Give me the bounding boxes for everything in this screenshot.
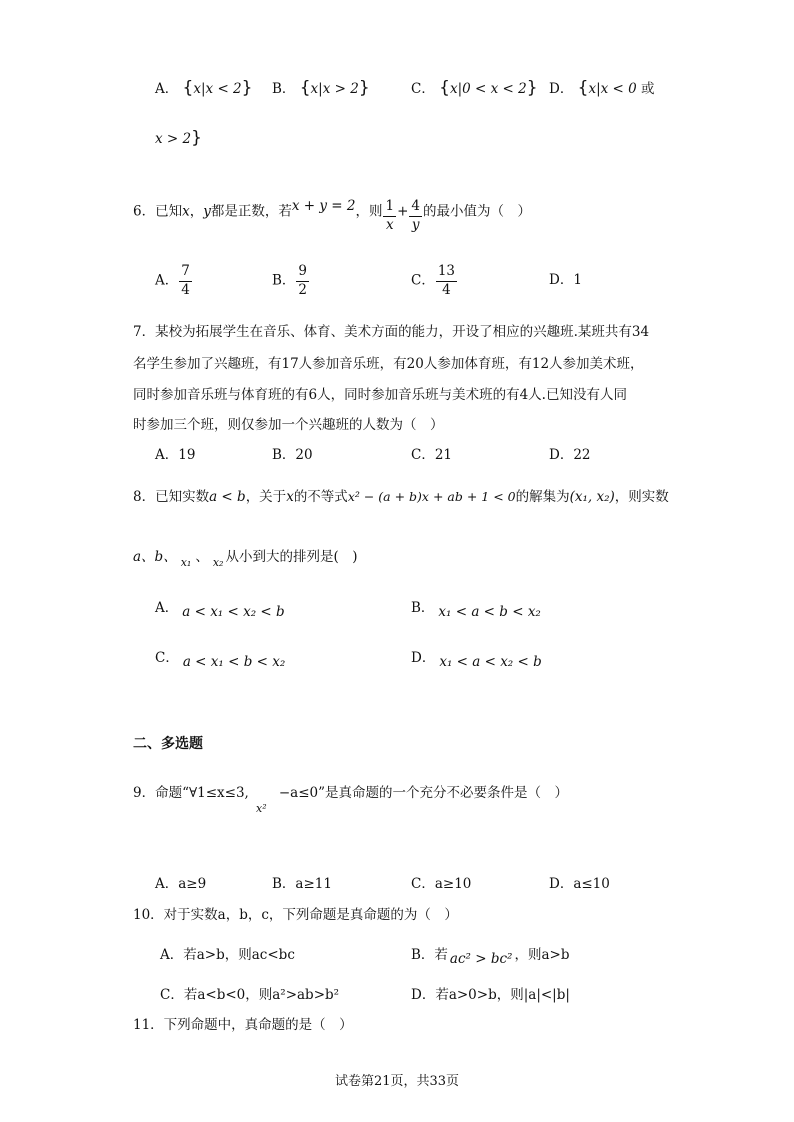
set-expression: x|x < 0 [588, 81, 637, 97]
denominator: 2 [298, 281, 308, 298]
question-text: ，关于 [245, 489, 287, 505]
numerator: 13 [436, 265, 457, 282]
question-text: 已知 [155, 203, 183, 220]
q5-option-d [549, 80, 655, 97]
option-label: B． [272, 272, 296, 289]
brace-left: { [439, 78, 450, 98]
option-label: B． [272, 81, 296, 97]
question-text: 9．命题“∀1≤x≤3, [133, 785, 249, 801]
numerator: 9 [296, 265, 309, 282]
option-label: B． [411, 600, 435, 616]
q10-option-a: A．若a>b，则ac<bc [160, 947, 295, 963]
denominator: 4 [442, 281, 451, 298]
punctuation: ， [189, 203, 204, 220]
question-text: 的最小值为（ ） [422, 203, 531, 220]
set-expression: x|x < 2 [193, 81, 242, 97]
question-9 [133, 787, 568, 801]
denominator: y [411, 216, 420, 233]
variable: x₂ [212, 556, 224, 569]
variable: x₁ [180, 556, 192, 569]
question-7-line-2: 名学生参加了兴趣班，有17人参加音乐班，有20人参加体育班，有12人参加美术班， [133, 356, 644, 372]
q7-option-d: D．22 [549, 447, 591, 463]
variable: x [286, 489, 294, 505]
condition-expression: x + y = 2 [291, 197, 356, 214]
question-text: 从小到大的排列是( ) [225, 549, 358, 565]
question-7-line-1: 7．某校为拓展学生在音乐、体育、美术方面的能力，开设了相应的兴趣班.某班共有34 [133, 324, 650, 340]
q6-option-c [411, 265, 458, 297]
section-heading: 二、多选题 [133, 736, 203, 752]
option-label: D． [411, 650, 436, 666]
q6-option-d [549, 274, 582, 288]
option-expression: ac² > bc² [449, 951, 513, 967]
option-label: C． [155, 650, 179, 666]
variable: x [182, 203, 190, 220]
q9-x-squared: x² [256, 802, 267, 815]
q9-option-b: B．a≥11 [272, 876, 332, 892]
set-expression: x|x > 2 [310, 81, 359, 97]
q5-option-d-continued [155, 130, 202, 147]
option-text: ，则a>b [514, 947, 570, 963]
brace-right: } [241, 78, 253, 98]
solution-interval: (x₁, x₂) [569, 489, 615, 505]
q10-option-d: D．若a>0>b，则|a|<|b| [411, 987, 570, 1003]
denominator: 4 [181, 281, 190, 298]
question-text: ，则 [355, 203, 383, 220]
brace-left: { [299, 78, 311, 98]
option-label: B．若 [411, 947, 448, 963]
brace-right: } [526, 78, 538, 98]
set-expression: x > 2 [155, 131, 192, 147]
option-label: C． [411, 272, 435, 289]
question-7-line-3: 同时参加音乐班与体育班的有6人，同时参加音乐班与美术班的有4人.已知没有人同 [133, 387, 627, 403]
option-label: C． [411, 81, 435, 97]
question-text: ，则实数 [614, 489, 669, 505]
condition-expression: a < b [209, 489, 246, 505]
q7-option-b: B．20 [272, 447, 313, 463]
or-word: 或 [641, 81, 655, 97]
variable: y [203, 203, 211, 220]
page-footer: 试卷第21页，共33页 [334, 1074, 460, 1089]
question-text: 的不等式 [293, 489, 348, 505]
option-label: A． [155, 81, 179, 97]
brace-right: } [358, 78, 370, 98]
question-11: 11．下列命题中，真命题的是（ ） [133, 1017, 353, 1033]
fraction [296, 265, 309, 297]
option-label: A． [155, 600, 179, 616]
fraction-1-over-x [383, 200, 396, 232]
brace-left: { [577, 78, 589, 98]
q9-option-c: C．a≥10 [411, 876, 472, 892]
q5-option-c [411, 80, 538, 97]
q8-option-d [411, 650, 542, 670]
punctuation: 、 [195, 549, 209, 565]
q10-option-b [411, 947, 570, 967]
q5-option-b [272, 80, 370, 97]
option-expression: a < x₁ < x₂ < b [182, 604, 285, 620]
denominator: x [385, 216, 394, 233]
q5-option-a [155, 80, 252, 97]
question-text: a、b、 [133, 549, 177, 565]
option-label: D． [549, 272, 574, 288]
q7-option-c: C．21 [411, 447, 453, 463]
fraction [179, 265, 192, 297]
option-label: D． [549, 81, 574, 97]
q8-option-b [411, 600, 541, 620]
option-value: 1 [573, 272, 582, 288]
brace-left: { [182, 78, 194, 98]
question-8-line-2 [133, 549, 358, 569]
fraction-4-over-y [409, 200, 422, 232]
question-number: 6． [133, 203, 156, 220]
q8-option-a [155, 600, 285, 620]
q9-option-a: A．a≥9 [155, 876, 207, 892]
q7-option-a: A．19 [155, 447, 196, 463]
numerator: 4 [409, 200, 422, 217]
question-text: 都是正数，若 [210, 203, 292, 220]
question-text: 的解集为 [515, 489, 570, 505]
option-expression: x₁ < a < b < x₂ [438, 604, 541, 620]
inequality-expression: x² − (a + b)x + ab + 1 < 0 [347, 489, 516, 504]
set-expression: x|0 < x < 2 [449, 81, 527, 97]
question-10: 10．对于实数a，b，c，下列命题是真命题的为（ ） [133, 907, 458, 923]
q6-option-b [272, 265, 310, 297]
numerator: 1 [383, 200, 396, 217]
numerator: 7 [179, 265, 192, 282]
option-expression: a < x₁ < b < x₂ [182, 654, 286, 670]
option-expression: x₁ < a < x₂ < b [439, 654, 542, 670]
question-number: 8． [133, 489, 156, 505]
option-label: A． [155, 272, 179, 289]
question-6 [133, 196, 531, 233]
plus-sign: + [397, 203, 409, 220]
q6-option-a [155, 265, 193, 297]
question-text: 已知实数 [155, 489, 210, 505]
question-text: −a≤0”是真命题的一个充分不必要条件是（ ） [278, 785, 569, 801]
q8-option-c [155, 650, 286, 670]
question-7-line-4: 时参加三个班，则仅参加一个兴趣班的人数为（ ） [133, 417, 444, 433]
fraction [436, 265, 457, 297]
q10-option-c: C．若a<b<0，则a²>ab>b² [160, 987, 340, 1003]
q9-option-d: D．a≤10 [549, 876, 610, 892]
brace-right: } [191, 128, 202, 148]
question-8-line-1 [133, 491, 669, 505]
